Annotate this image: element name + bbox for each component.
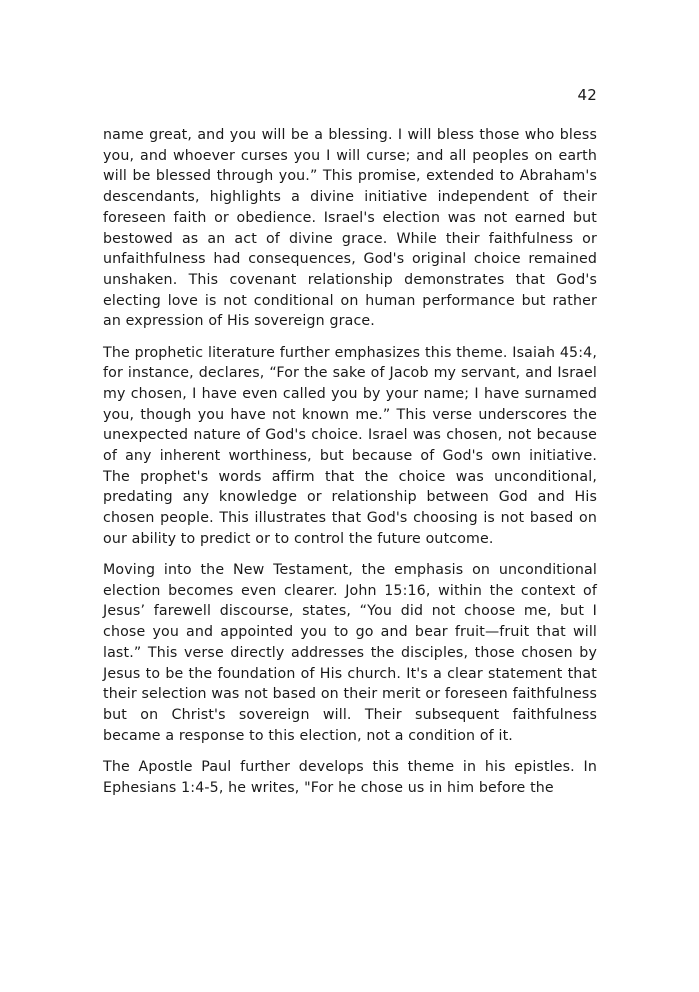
paragraph-new-testament: Moving into the New Testament, the emphasis on unconditional election becomes even clearer. John 15:16, within the context of Jesus’ farewell discourse, states, “You did not choose me, but I chose you and appointed you to go and bear fruit—fruit that will last.” This verse directly addresses the disciples, those chosen by Jesus to be the foundation of His church. It's a clear statement that their selection was not based on their merit or foreseen faithfulness but on Christ's sovereign will. Their subsequent faithfulness became a response to this election, not a condition of it. <box>103 562 597 744</box>
body-text <box>103 125 597 809</box>
paragraph-abrahamic-covenant: name great, and you will be a blessing. I will bless those who bless you, and whoever curses you I will curse; and all peoples on earth will be blessed through you.” This promise, extended to Abraham's descendants, highlights a divine initiative independent of their foreseen faith or obedience. Israel's election was not earned but bestowed as an act of divine grace. While their faithfulness or unfaithfulness had consequences, God's original choice remained unshaken. This covenant relationship demonstrates that God's electing love is not conditional on human performance but rather an expression of His sovereign grace. <box>103 127 597 330</box>
paragraph-prophetic-literature: The prophetic literature further emphasizes this theme. Isaiah 45:4, for instance, declares, “For the sake of Jacob my servant, and Israel my chosen, I have even called you by your name; I have surnamed you, though you have not known me.” This verse underscores the unexpected nature of God's choice. Israel was chosen, not because of any inherent worthiness, but because of God's own initiative. The prophet's words affirm that the choice was unconditional, predating any knowledge or relationship between God and His chosen people. This illustrates that God's choosing is not based on our ability to predict or to control the future outcome. <box>103 344 597 547</box>
page-number: 42 <box>577 86 597 104</box>
paragraph-apostle-paul: The Apostle Paul further develops this theme in his epistles. In Ephesians 1:4-5, he writes, "For he chose us in him before the <box>103 758 597 796</box>
